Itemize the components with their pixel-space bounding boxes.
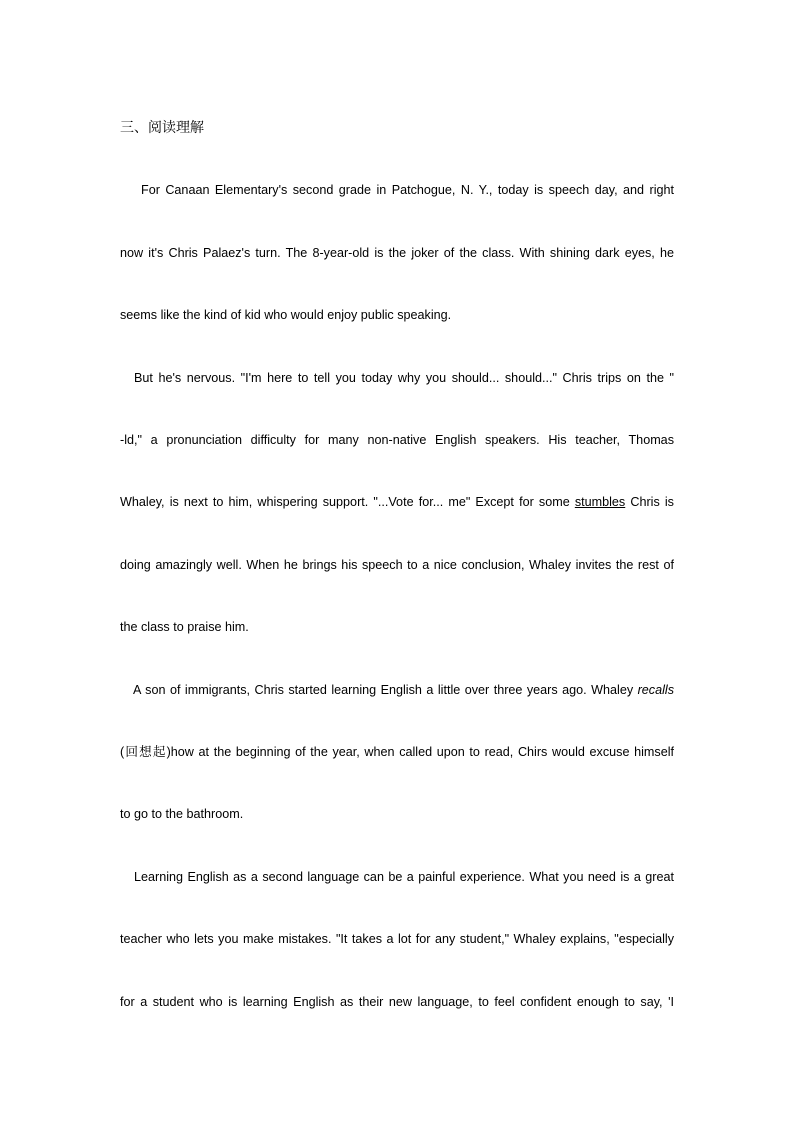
passage-line-4: But he's nervous. "I'm here to tell you today why you should... should..." Chris trips on the " [134, 371, 674, 385]
passage-line-3: seems like the kind of kid who would enjoy public speaking. [120, 308, 452, 322]
passage-line-6 [120, 493, 674, 511]
passage-line-11: to go to the bathroom. [120, 807, 244, 821]
passage-line-12: Learning English as a second language can be a painful experience. What you need is a great [134, 870, 674, 884]
passage-line-6-text-start: Whaley, is next to him, whispering support. "...Vote for... me" Except for some [120, 495, 575, 509]
underlined-word-stumbles: stumbles [574, 495, 626, 509]
passage-line-9 [120, 681, 674, 699]
section-heading: 三、阅读理解 [120, 119, 204, 135]
passage-line-10: (回想起)how at the beginning of the year, when called upon to read, Chirs would excuse himself [120, 745, 674, 759]
passage-line-7: doing amazingly well. When he brings his speech to a nice conclusion, Whaley invites the rest of [120, 558, 674, 572]
passage-line-1: For Canaan Elementary's second grade in Patchogue, N. Y., today is speech day, and right [141, 183, 674, 197]
passage-line-14: for a student who is learning English as their new language, to feel confident enough to say, 'I [120, 995, 674, 1009]
passage-line-5: -ld," a pronunciation difficulty for many non-native English speakers. His teacher, Thomas [120, 433, 674, 447]
italic-word-recalls: recalls [637, 683, 674, 697]
passage-line-9-text: A son of immigrants, Chris started learning English a little over three years ago. Whaley [133, 683, 638, 697]
passage-line-2: now it's Chris Palaez's turn. The 8-year-old is the joker of the class. With shining dark eyes, he [120, 246, 674, 260]
passage-line-6-text-end: Chris is [625, 495, 674, 509]
passage-line-8: the class to praise him. [120, 620, 249, 634]
passage-line-13: teacher who lets you make mistakes. "It takes a lot for any student," Whaley explains, "especially [120, 932, 674, 946]
